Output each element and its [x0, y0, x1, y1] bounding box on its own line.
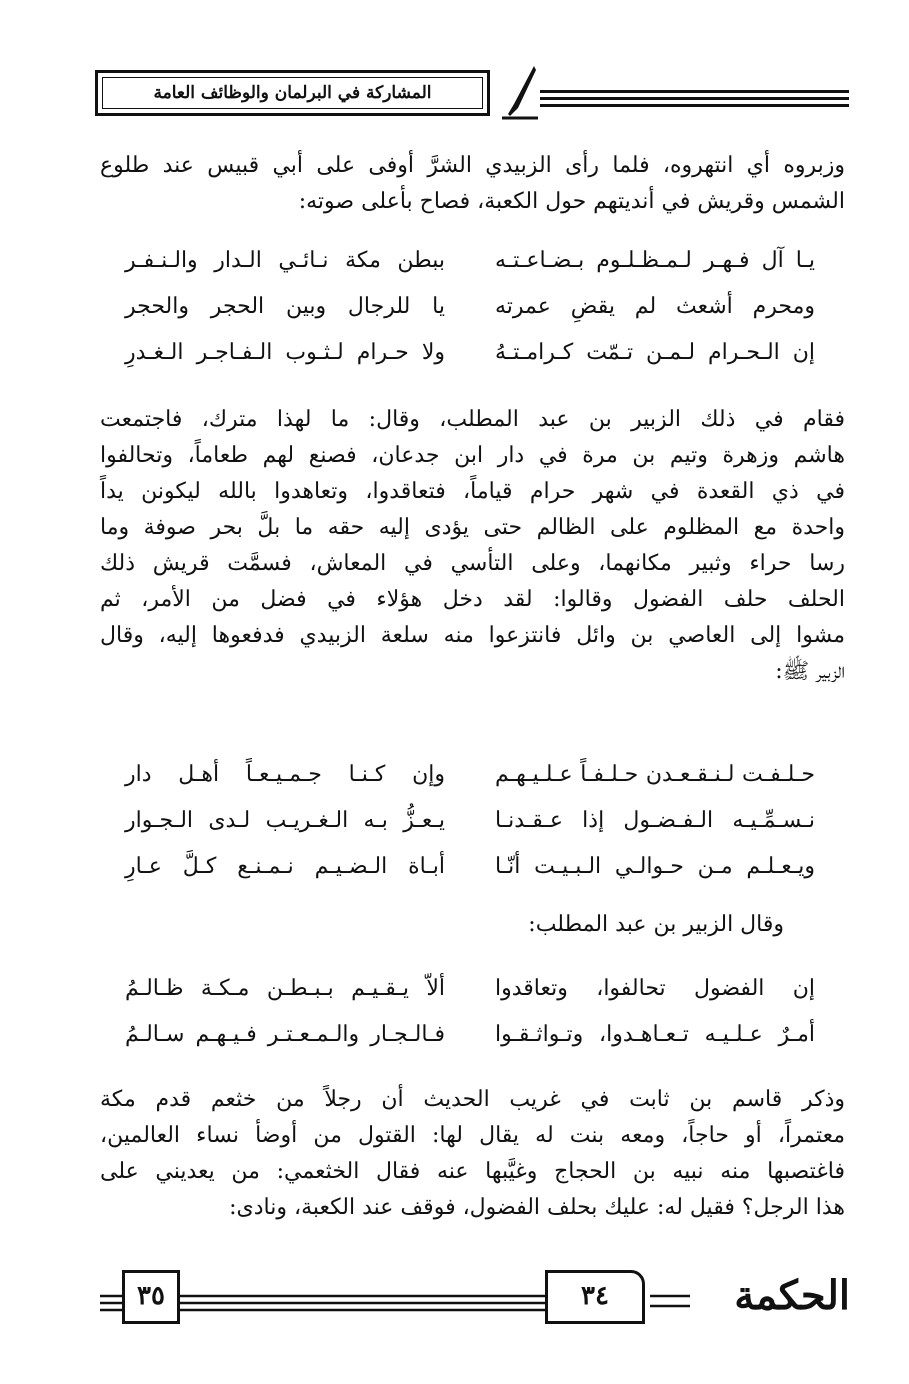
verse-line [125, 294, 815, 340]
running-header-box [95, 70, 490, 116]
text-line: واحدة مع المظلوم على الظالم حتى يؤدى إليه حقه ما بلَّ بحر صوفة وما [100, 515, 845, 540]
magazine-logo: الحكمة [734, 1272, 850, 1319]
verse-line [125, 1022, 815, 1068]
verse-second-hemistich: ألاّ يـقـيـم بـبـطـن مـكـة ظـالـمُ [125, 976, 445, 1001]
verse-second-hemistich: أبـاة الـضـيـم نـمـنـع كـلَّ عـارِ [125, 854, 445, 879]
header-rule-bottom [540, 104, 849, 107]
verse-second-hemistich: يـعـزُّ بـه الـغـريـب لـدى الـجـوار [125, 808, 445, 833]
header-rule-middle [540, 97, 849, 100]
verse-second-hemistich: ببطن مكة نـائـي الـدار والـنـفـر [125, 248, 445, 273]
quill-pen-icon [500, 64, 540, 120]
text-line: فقام في ذلك الزبير بن عبد المطلب، وقال: ما لهذا مترك، فاجتمعت [100, 407, 845, 432]
verse-line [125, 808, 815, 854]
paragraph-1 [100, 148, 845, 220]
running-header-title: المشاركة في البرلمان والوظائف العامة [153, 83, 432, 103]
verse-first-hemistich: ومحرم أشعث لم يقضِ عمرته [495, 294, 815, 319]
paragraph-4 [100, 1082, 845, 1226]
verse-line [125, 762, 815, 808]
page-number: ٣٥ [137, 1281, 165, 1311]
text-line: وذكر قاسم بن ثابت في غريب الحديث أن رجلاً من خثعم قدم مكة [100, 1087, 845, 1112]
verse-first-hemistich: نـسـمِّـيـه الـفـضـول إذا عـقـدنـا [495, 808, 815, 833]
text-line: الشمس وقريش في أنديتهم حول الكعبة، فصاح بأعلى صوته: [298, 189, 845, 214]
verse-second-hemistich: يا للرجال وبين الحجر والحجر [125, 294, 445, 319]
poem-3 [125, 976, 815, 1068]
verse-first-hemistich: ويـعـلـم مـن حـوالـي الـبـيـت أنّـا [495, 854, 815, 879]
header-rule-top [540, 90, 849, 93]
text-line: معتمراً، أو حاجاً، ومعه بنت له يقال لها: القتول من أوضأ نساء العالمين، [100, 1123, 845, 1148]
verse-second-hemistich: ولا حـرام لـثـوب الـفـاجـر الـغـدرِ [125, 340, 445, 365]
verse-first-hemistich: يـا آل فـهـر لـمـظـلـوم بـضـاعـتـه [495, 248, 815, 273]
page-number-box [122, 1270, 180, 1324]
verse-first-hemistich: إن الفضول تحالفوا، وتعاقدوا [495, 976, 815, 1001]
verse-line [125, 976, 815, 1022]
verse-second-hemistich: وإن كـنـا جـمـيـعـاً أهـل دار [125, 762, 445, 787]
text-line: مشوا إلى العاصي بن وائل فانتزعوا منه سلعة الزبيدي فدفعوها إليه، وقال [100, 623, 845, 648]
text-line: وزبروه أي انتهروه، فلما رأى الزبيدي الشرَّ أوفى على أبي قبيس عند طلوع [100, 153, 845, 178]
poem-2 [125, 762, 815, 900]
issue-number-box [545, 1270, 645, 1324]
verse-first-hemistich: حـلـفـت لـنـقـعـدن حـلـفـاً عـلـيـهـم [495, 762, 815, 787]
verse-first-hemistich: أمـرٌ عـلـيـه تـعـاهـدوا، وتـواثـقـوا [495, 1022, 815, 1047]
text-line: في ذي القعدة في شهر حرام قياماً، فتعاقدوا، وتعاهدوا بالله ليكونن يداً [100, 479, 845, 504]
verse-line [125, 340, 815, 386]
poem-1 [125, 248, 815, 386]
text-line: فاغتصبها منه نبيه بن الحجاج وغيَّبها عنه فقال الخثعمي: من يعديني على [100, 1159, 845, 1184]
verse-line [125, 854, 815, 900]
text-line: رسا حراء وثبير مكانهما، وعلى التأسي في المعاش، فسمَّت قريش ذلك [100, 551, 845, 576]
issue-number: ٣٤ [581, 1281, 609, 1311]
text-line: الزبير ﷺ: [775, 659, 845, 684]
paragraph-2 [100, 402, 845, 690]
text-line: هاشم وزهرة وتيم بن مرة في دار ابن جدعان، فصنع لهم طعاماً، وتحالفوا [100, 443, 845, 468]
poem-3-intro: وقال الزبير بن عبد المطلب: [528, 912, 784, 937]
verse-first-hemistich: إن الـحـرام لـمـن تـمّت كـرامـتـهُ [495, 340, 815, 365]
verse-line [125, 248, 815, 294]
text-line: هذا الرجل؟ فقيل له: عليك بحلف الفضول، فوقف عند الكعبة، ونادى: [229, 1195, 845, 1220]
text-line: الحلف حلف الفضول وقالوا: لقد دخل هؤلاء في فضل من الأمر، ثم [100, 587, 845, 612]
verse-second-hemistich: فـالـجـار والـمـعـتـر فـيـهـم سـالـمُ [125, 1022, 445, 1047]
